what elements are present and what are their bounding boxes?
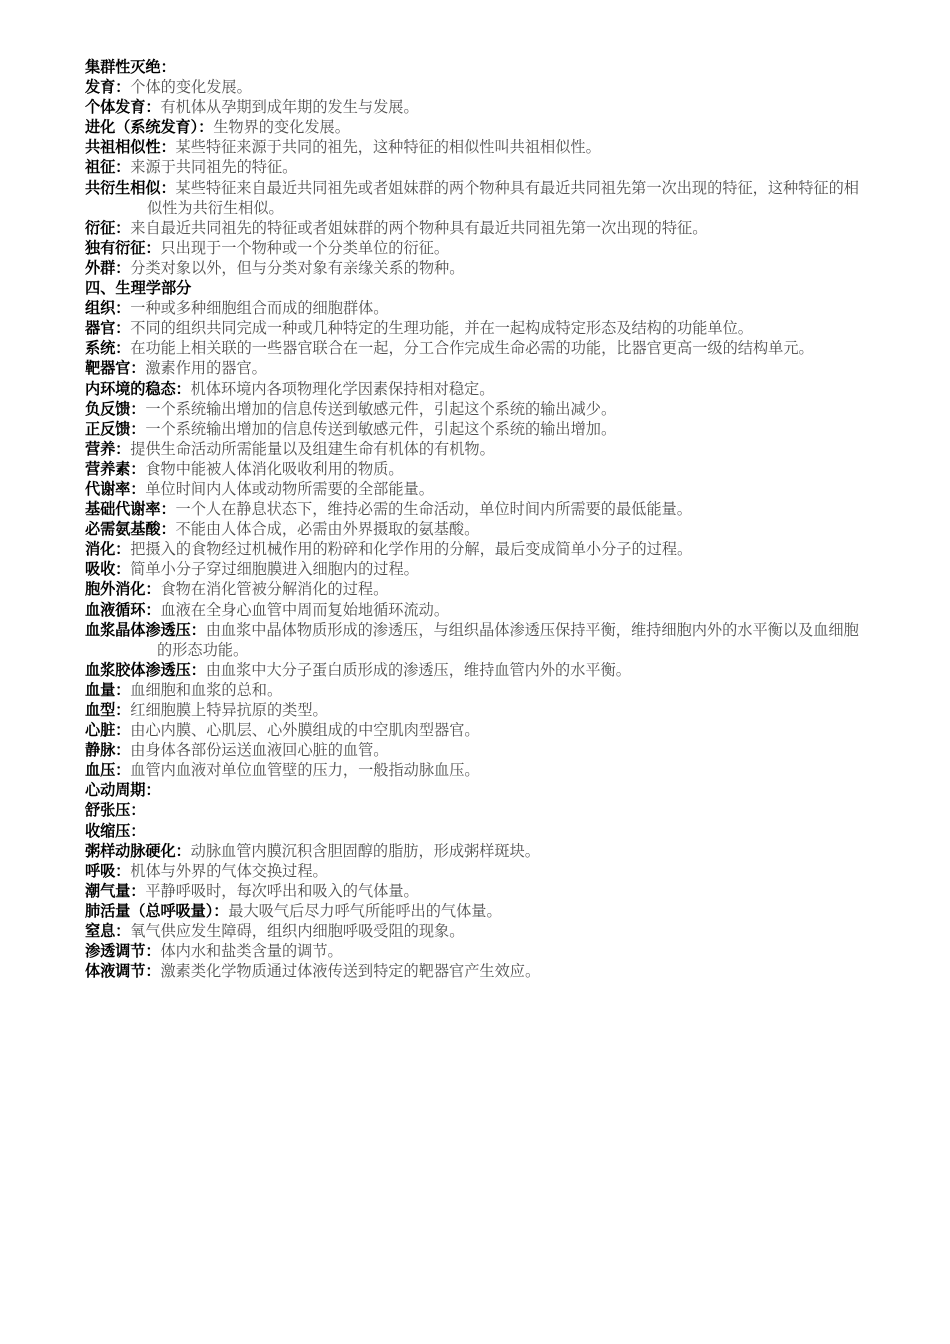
glossary-entry bbox=[85, 57, 867, 77]
glossary-entry bbox=[85, 238, 867, 258]
glossary-definition: 食物中能被人体消化吸收利用的物质。 bbox=[145, 459, 404, 478]
glossary-entry bbox=[85, 841, 867, 861]
glossary-entry bbox=[85, 780, 867, 800]
glossary-definition: 不能由人体合成，必需由外界摄取的氨基酸。 bbox=[175, 520, 480, 539]
glossary-term: 外群： bbox=[85, 258, 131, 277]
glossary-term: 静脉： bbox=[85, 741, 131, 760]
glossary-entry bbox=[85, 97, 867, 117]
glossary-entry bbox=[85, 338, 867, 358]
glossary-term: 血型： bbox=[85, 701, 131, 719]
glossary-term: 窒息： bbox=[85, 922, 131, 941]
glossary-term: 营养素： bbox=[85, 459, 146, 478]
section-heading-physiology: 四、生理学部分 bbox=[85, 279, 192, 298]
glossary-definition: 把摄入的食物经过机械作用的粉碎和化学作用的分解，最后变成简单小分子的过程。 bbox=[130, 540, 693, 559]
glossary-entry bbox=[85, 579, 867, 599]
glossary-definition: 红细胞膜上特异抗原的类型。 bbox=[130, 701, 328, 719]
glossary-definition: 某些特征来自最近共同祖先或者姐妹群的两个物种具有最近共同祖先第一次出现的特征，这种特征的相似性为共衍生相似。 bbox=[147, 178, 859, 217]
glossary-entry bbox=[85, 861, 867, 881]
glossary-term: 心脏： bbox=[85, 721, 131, 740]
glossary-definition: 个体的变化发展。 bbox=[130, 78, 252, 97]
glossary-definition: 单位时间内人体或动物所需要的全部能量。 bbox=[145, 479, 434, 498]
glossary-definition: 在功能上相关联的一些器官联合在一起，分工合作完成生命必需的功能，比器官更高一级的结构单元。 bbox=[130, 339, 814, 358]
glossary-entry bbox=[85, 921, 867, 941]
glossary-term: 代谢率： bbox=[85, 479, 146, 498]
glossary-definition: 由血浆中晶体物质形成的渗透压，与组织晶体渗透压保持平衡，维持细胞内外的水平衡以及血细胞的形态功能。 bbox=[157, 620, 859, 659]
glossary-entry bbox=[85, 137, 867, 157]
glossary-definition: 激素类化学物质通过体液传送到特定的靶器官产生效应。 bbox=[160, 962, 541, 981]
glossary-definition: 平静呼吸时，每次呼出和吸入的气体量。 bbox=[145, 881, 419, 900]
glossary-definition: 由身体各部份运送血液回心脏的血管。 bbox=[130, 741, 389, 760]
glossary-term: 胞外消化： bbox=[85, 580, 161, 599]
glossary-definition: 氧气供应发生障碍，组织内细胞呼吸受阻的现象。 bbox=[130, 922, 465, 941]
glossary-definition: 血液在全身心血管中周而复始地循环流动。 bbox=[160, 600, 450, 619]
glossary-term: 共祖相似性： bbox=[85, 138, 176, 157]
glossary-term: 靶器官： bbox=[85, 359, 146, 378]
glossary-entry bbox=[85, 459, 867, 479]
entries-block-physiology bbox=[85, 298, 867, 981]
glossary-entry bbox=[85, 298, 867, 318]
glossary-entry bbox=[85, 700, 867, 720]
glossary-term: 内环境的稳态： bbox=[85, 379, 191, 398]
glossary-entry bbox=[85, 117, 867, 137]
glossary-definition: 血细胞和血浆的总和。 bbox=[130, 680, 283, 699]
glossary-entry bbox=[85, 358, 867, 378]
glossary-term: 吸收： bbox=[85, 560, 131, 579]
glossary-entry bbox=[85, 881, 867, 901]
glossary-definition: 由血浆中大分子蛋白质形成的渗透压，维持血管内外的水平衡。 bbox=[205, 660, 631, 679]
glossary-term: 个体发育： bbox=[85, 98, 161, 117]
glossary-entry bbox=[85, 901, 867, 921]
glossary-entry bbox=[85, 178, 867, 218]
glossary-term: 体液调节： bbox=[85, 962, 161, 981]
glossary-definition: 一个人在静息状态下，维持必需的生命活动，单位时间内所需要的最低能量。 bbox=[175, 500, 692, 519]
glossary-definition: 激素作用的器官。 bbox=[145, 359, 267, 378]
glossary-term: 舒张压： bbox=[85, 801, 146, 820]
glossary-term: 正反馈： bbox=[85, 419, 146, 438]
glossary-term: 器官： bbox=[85, 319, 131, 338]
glossary-definition: 一个系统输出增加的信息传送到敏感元件，引起这个系统的输出增加。 bbox=[145, 419, 617, 438]
glossary-definition: 食物在消化管被分解消化的过程。 bbox=[160, 580, 389, 599]
glossary-term: 发育： bbox=[85, 78, 131, 97]
glossary-entry bbox=[85, 559, 867, 579]
glossary-entry bbox=[85, 720, 867, 740]
glossary-entry bbox=[85, 419, 867, 439]
glossary-term: 祖征： bbox=[85, 158, 131, 177]
glossary-definition: 动脉血管内膜沉积含胆固醇的脂肪，形成粥样斑块。 bbox=[190, 841, 540, 860]
glossary-term: 系统： bbox=[85, 339, 131, 358]
glossary-term: 潮气量： bbox=[85, 881, 146, 900]
glossary-term: 基础代谢率： bbox=[85, 500, 176, 519]
glossary-entry bbox=[85, 77, 867, 97]
glossary-definition: 不同的组织共同完成一种或几种特定的生理功能，并在一起构成特定形态及结构的功能单位。 bbox=[130, 319, 753, 338]
glossary-entry bbox=[85, 600, 867, 620]
glossary-entry bbox=[85, 519, 867, 539]
glossary-entry bbox=[85, 439, 867, 459]
glossary-term: 消化： bbox=[85, 540, 131, 559]
glossary-definition: 来源于共同祖先的特征。 bbox=[130, 158, 298, 177]
document-body bbox=[85, 57, 867, 981]
glossary-definition: 一个系统输出增加的信息传送到敏感元件，引起这个系统的输出减少。 bbox=[145, 399, 617, 418]
glossary-entry bbox=[85, 318, 867, 338]
glossary-term: 血压： bbox=[85, 761, 131, 780]
glossary-term: 组织： bbox=[85, 299, 131, 318]
glossary-entry bbox=[85, 479, 867, 499]
glossary-entry bbox=[85, 941, 867, 961]
glossary-definition: 分类对象以外，但与分类对象有亲缘关系的物种。 bbox=[130, 258, 465, 277]
glossary-definition: 提供生命活动所需能量以及组建生命有机体的有机物。 bbox=[130, 439, 495, 458]
glossary-entry bbox=[85, 218, 867, 238]
glossary-entry bbox=[85, 258, 867, 278]
glossary-entry bbox=[85, 157, 867, 177]
glossary-term: 血量： bbox=[85, 680, 131, 699]
glossary-definition: 来自最近共同祖先的特征或者姐妹群的两个物种具有最近共同祖先第一次出现的特征。 bbox=[130, 218, 708, 237]
glossary-entry bbox=[85, 399, 867, 419]
entries-block-taxonomy bbox=[85, 57, 867, 278]
glossary-definition: 机体环境内各项物理化学因素保持相对稳定。 bbox=[190, 379, 495, 398]
glossary-entry bbox=[85, 961, 867, 981]
glossary-entry bbox=[85, 800, 867, 820]
glossary-definition: 机体与外界的气体交换过程。 bbox=[130, 861, 328, 880]
glossary-term: 血液循环： bbox=[85, 600, 161, 619]
glossary-term: 共衍生相似： bbox=[85, 178, 176, 197]
glossary-entry bbox=[85, 821, 867, 841]
glossary-entry bbox=[85, 539, 867, 559]
glossary-definition: 血管内血液对单位血管壁的压力，一般指动脉血压。 bbox=[130, 761, 480, 780]
glossary-term: 血浆胶体渗透压： bbox=[85, 660, 206, 679]
glossary-definition: 一种或多种细胞组合而成的细胞群体。 bbox=[130, 299, 389, 318]
glossary-term: 血浆晶体渗透压： bbox=[85, 620, 206, 639]
glossary-term: 呼吸： bbox=[85, 861, 131, 880]
glossary-term: 肺活量（总呼吸量）： bbox=[85, 901, 229, 920]
glossary-definition: 最大吸气后尽力呼气所能呼出的气体量。 bbox=[228, 901, 502, 920]
glossary-definition: 由心内膜、心肌层、心外膜组成的中空肌肉型器官。 bbox=[130, 721, 480, 740]
glossary-term: 独有衍征： bbox=[85, 238, 161, 257]
glossary-term: 必需氨基酸： bbox=[85, 520, 176, 539]
glossary-entry bbox=[85, 379, 867, 399]
glossary-definition: 简单小分子穿过细胞膜进入细胞内的过程。 bbox=[130, 560, 419, 579]
glossary-term: 营养： bbox=[85, 439, 131, 458]
glossary-term: 进化（系统发育）： bbox=[85, 118, 214, 137]
glossary-term: 衍征： bbox=[85, 218, 131, 237]
glossary-definition: 生物界的变化发展。 bbox=[213, 118, 350, 137]
glossary-definition: 某些特征来源于共同的祖先，这种特征的相似性叫共祖相似性。 bbox=[175, 138, 601, 157]
glossary-term: 渗透调节： bbox=[85, 942, 161, 961]
glossary-term: 集群性灭绝： bbox=[85, 58, 176, 76]
glossary-definition: 有机体从孕期到成年期的发生与发展。 bbox=[160, 98, 419, 117]
glossary-entry bbox=[85, 620, 867, 660]
glossary-term: 粥样动脉硬化： bbox=[85, 841, 191, 860]
glossary-term: 心动周期： bbox=[85, 781, 161, 800]
glossary-entry bbox=[85, 499, 867, 519]
glossary-entry bbox=[85, 680, 867, 700]
glossary-entry bbox=[85, 760, 867, 780]
glossary-term: 负反馈： bbox=[85, 399, 146, 418]
glossary-definition: 体内水和盐类含量的调节。 bbox=[160, 942, 343, 961]
glossary-definition: 只出现于一个物种或一个分类单位的衍征。 bbox=[160, 238, 450, 257]
glossary-entry bbox=[85, 740, 867, 760]
glossary-term: 收缩压： bbox=[85, 821, 146, 840]
glossary-entry bbox=[85, 660, 867, 680]
